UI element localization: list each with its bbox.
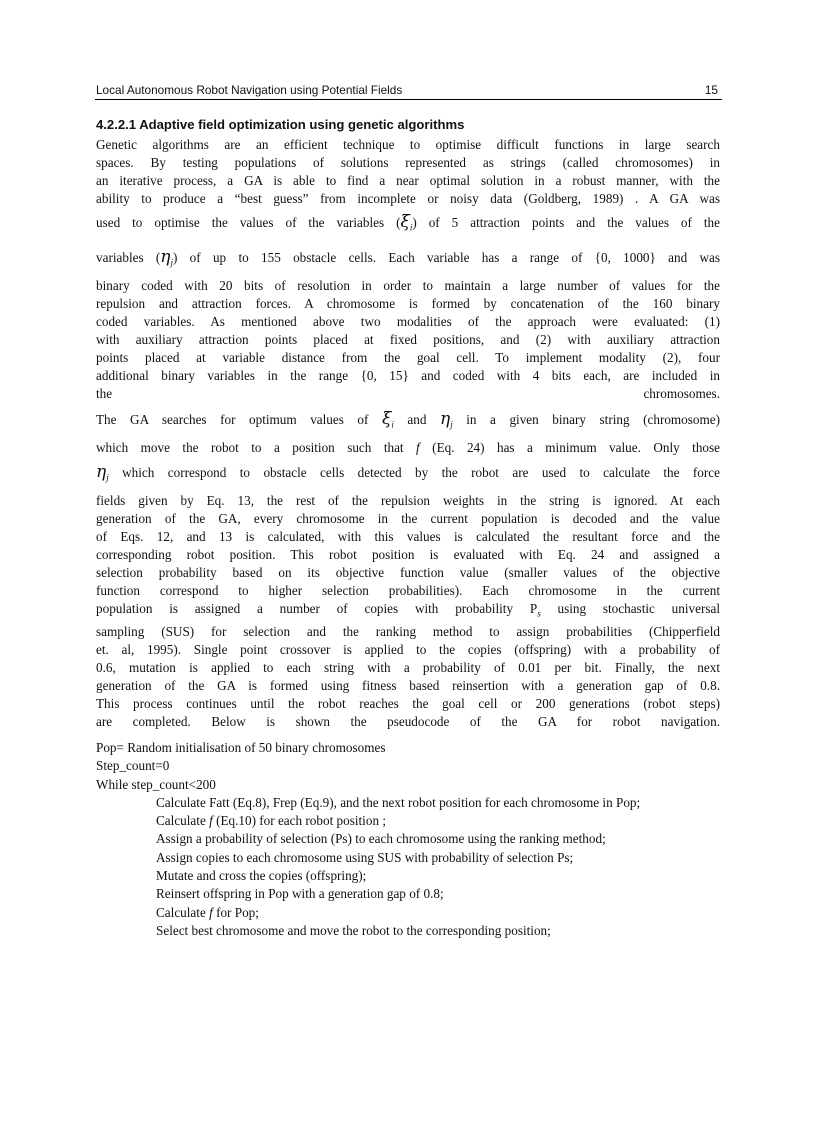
pseudocode-block <box>96 739 720 940</box>
xi-symbol: ξ <box>400 212 410 232</box>
text-segment: used to optimise the values of the variables ( <box>96 215 401 230</box>
subscript-j: j <box>450 419 453 430</box>
subscript-j: j <box>106 472 109 483</box>
subscript-i: i <box>391 419 394 430</box>
text-line: This process continues until the robot reaches the goal cell or 200 generations (robot steps) <box>96 695 720 711</box>
text-segment: ) of up to 155 obstacle cells. Each variable has a range of {0, 1000} and was <box>173 249 720 265</box>
text-segment: which move the robot to a position such that <box>96 439 404 455</box>
text-line: are completed. Below is shown the pseudocode of the GA for robot navigation. <box>96 713 720 729</box>
eta-symbol: η <box>96 461 107 482</box>
pseudocode-line: While step_count<200 <box>96 776 216 792</box>
text-segment: variables ( <box>96 249 161 265</box>
pseudocode-line: Select best chromosome and move the robot to the corresponding position; <box>156 922 551 938</box>
text-segment: The GA searches for optimum values of <box>96 412 369 427</box>
subscript-i: i <box>409 222 413 233</box>
text-line: coded variables. As mentioned above two modalities of the approach were evaluated: (1) <box>96 314 720 330</box>
pseudocode-line: Reinsert offspring in Pop with a generation gap of 0.8; <box>156 886 444 902</box>
pseudocode-line-with-f <box>96 904 720 922</box>
text-line: sampling (SUS) for selection and the ranking method to assign probabilities (Chipperfield <box>96 623 720 639</box>
subscript-j: j <box>170 257 173 268</box>
pseudocode-line: Assign copies to each chromosome using SUS with probability of selection Ps; <box>156 849 574 865</box>
text-line-with-xi <box>96 208 720 242</box>
f-symbol: f <box>209 813 213 829</box>
text-line: fields given by Eq. 13, the rest of the repulsion weights in the string is ignored. At each <box>96 493 720 509</box>
text-segment: for Pop; <box>212 904 259 920</box>
text-line: repulsion and attraction forces. A chromosome is formed by concatenation of the 160 binary <box>96 296 720 312</box>
section-heading: 4.2.2.1 Adaptive field optimization using genetic algorithms <box>96 117 465 132</box>
text-line-with-eta <box>96 242 720 278</box>
text-line: of Eqs. 12, and 13 is calculated, with this values is calculated the resultant force and the <box>96 529 720 545</box>
text-segment: which correspond to obstacle cells detected by the robot are used to calculate the force <box>122 464 721 480</box>
text-line-with-eta <box>96 457 720 493</box>
text-line: spaces. By testing populations of solutions represented as strings (called chromosomes) in <box>96 155 720 170</box>
text-segment: ) of 5 attraction points and the values of the <box>412 215 720 230</box>
pseudocode-line: Pop= Random initialisation of 50 binary chromosomes <box>96 740 386 755</box>
text-line: additional binary variables in the range {0, 15} and coded with 4 bits each, are included in <box>96 368 720 384</box>
text-line: selection probability based on its objective function value (smaller values of the objective <box>96 565 720 581</box>
subscript-s: s <box>537 608 541 619</box>
text-line-with-ps <box>96 600 720 623</box>
text-segment: and <box>407 412 427 427</box>
text-line: 0.6, mutation is applied to each string with a probability of 0.01 per bit. Finally, the next <box>96 659 720 675</box>
text-line-with-symbols <box>96 405 720 439</box>
paragraph-1 <box>96 136 720 403</box>
text-segment: using stochastic universal <box>557 601 720 617</box>
text-line: et. al, 1995). Single point crossover is applied to the copies (offspring) with a probability of <box>96 641 720 657</box>
text-line: the chromosomes. <box>96 386 720 402</box>
pseudocode-line: Assign a probability of selection (Ps) to each chromosome using the ranking method; <box>156 831 606 847</box>
pseudocode-line: Mutate and cross the copies (offspring); <box>156 868 367 884</box>
f-symbol: f <box>209 904 213 920</box>
text-line: Genetic algorithms are an efficient technique to optimise difficult functions in large search <box>96 137 720 152</box>
running-header <box>95 83 722 100</box>
text-line: generation of the GA, every chromosome in the current population is decoded and the value <box>96 511 720 527</box>
text-segment: in a given binary string (chromosome) <box>466 412 721 427</box>
text-line: function correspond to higher selection probabilities). Each chromosome in the current <box>96 583 720 599</box>
text-segment: Calculate <box>156 904 206 920</box>
text-line: an iterative process, a GA is able to find a near optimal solution in a robust manner, with the <box>96 173 720 188</box>
text-segment: (Eq.10) for each robot position ; <box>212 813 386 829</box>
running-title: Local Autonomous Robot Navigation using Potential Fields <box>96 83 403 97</box>
pseudocode-line-with-f <box>96 812 720 830</box>
text-line: corresponding robot position. This robot position is evaluated with Eq. 24 and assigned a <box>96 547 720 563</box>
text-line-with-f <box>96 439 720 457</box>
pseudocode-line: Step_count=0 <box>96 758 170 774</box>
paragraph-2 <box>96 405 720 731</box>
pseudocode-line: Calculate Fatt (Eq.8), Frep (Eq.9), and the next robot position for each chromosome in Pop; <box>156 794 641 810</box>
page-number: 15 <box>704 83 718 97</box>
text-line: binary coded with 20 bits of resolution in order to maintain a large number of values for the <box>96 278 720 294</box>
xi-symbol: ξ <box>381 409 392 429</box>
text-segment: Calculate <box>156 813 206 829</box>
text-segment: (Eq. 24) has a minimum value. Only those <box>432 439 720 455</box>
eta-symbol: η <box>440 409 451 429</box>
text-line: points placed at variable distance from the goal cell. To implement modality (2), four <box>96 350 720 366</box>
text-line: ability to produce a “best guess” from incomplete or noisy data (Goldberg, 1989) . A GA was <box>96 191 720 206</box>
text-line: generation of the GA is formed using fitness based reinsertion with a generation gap of 0.8. <box>96 677 720 693</box>
text-line: with auxiliary attraction points placed at fixed positions, and (2) with auxiliary attraction <box>96 332 720 348</box>
eta-symbol: η <box>160 246 171 267</box>
text-segment: population is assigned a number of copies with probability P <box>96 601 538 617</box>
f-symbol: f <box>416 439 420 455</box>
